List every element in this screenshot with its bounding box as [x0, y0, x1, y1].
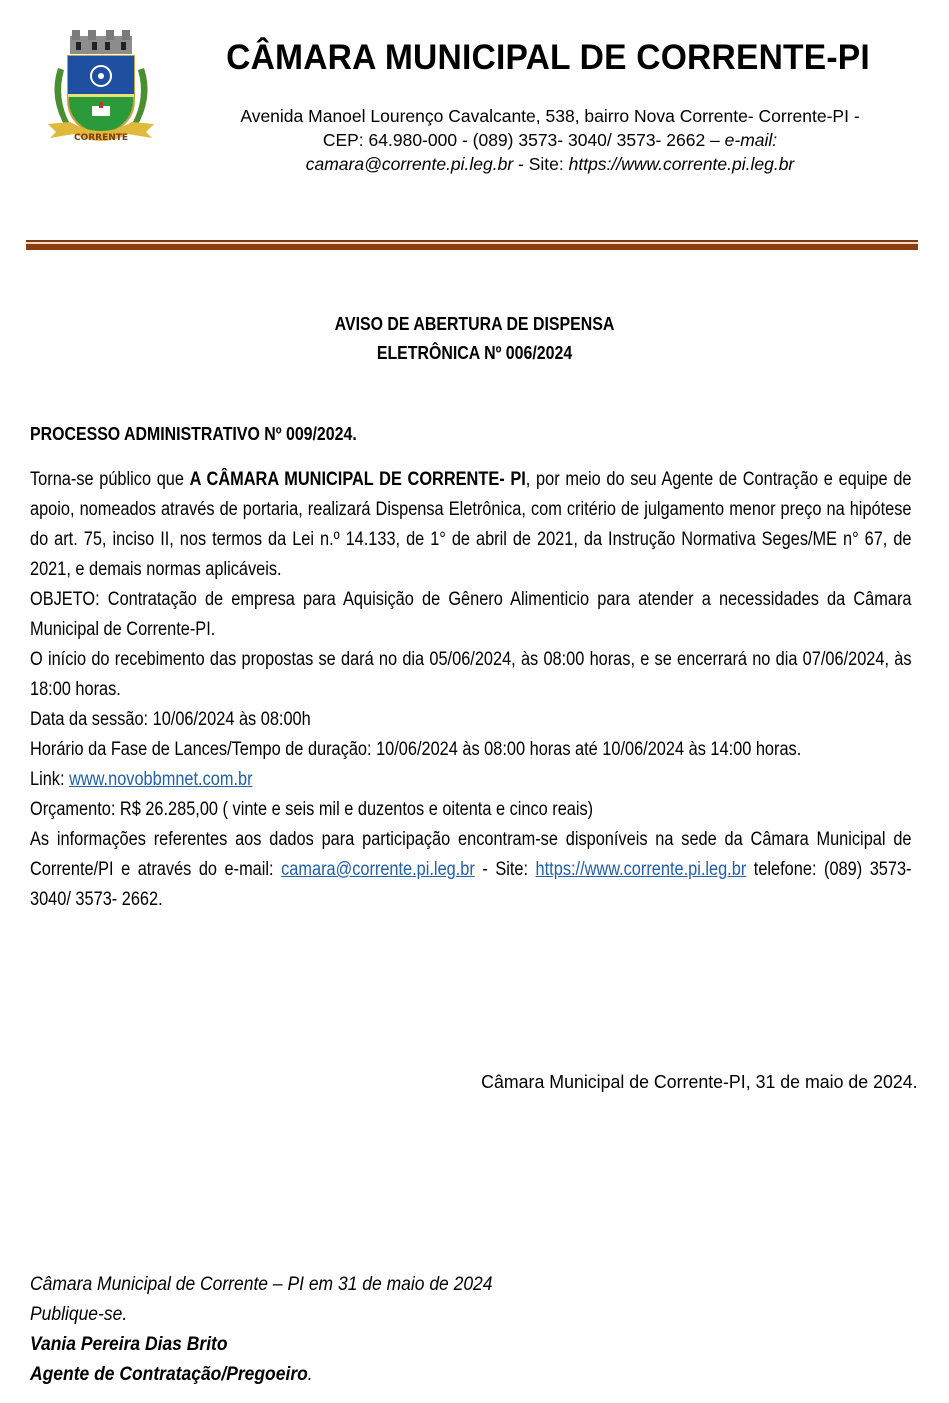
closing-line-1: Câmara Municipal de Corrente – PI em 31 de maio de 2024: [30, 1274, 493, 1295]
intro-paragraph: [30, 465, 912, 585]
signer-name: Vania Pereira Dias Brito: [30, 1334, 228, 1355]
coat-of-arms-logo: [40, 28, 162, 150]
notice-title: [0, 309, 949, 367]
address-line-3: [172, 152, 928, 176]
header-email: camara@corrente.pi.leg.br: [305, 154, 514, 174]
info-paragraph: [30, 825, 912, 915]
closing-block: [30, 1270, 493, 1390]
address-cep-phone: CEP: 64.980-000 - (089) 3573- 3040/ 3573- 2662 –: [322, 130, 725, 150]
logo-text: CORRENTE: [73, 133, 129, 143]
site-link[interactable]: https://www.corrente.pi.leg.br: [535, 859, 747, 880]
sessao-paragraph: Data da sessão: 10/06/2024 às 08:00h: [30, 709, 311, 730]
email-label: e-mail:: [724, 130, 778, 150]
place-date: Câmara Municipal de Corrente-PI, 31 de maio de 2024.: [481, 1071, 918, 1092]
info-site-label: - Site:: [474, 859, 536, 880]
closing-line-2: Publique-se.: [30, 1304, 128, 1325]
signer-role-period: .: [307, 1364, 313, 1385]
institution-title: CÂMARA MUNICIPAL DE CORRENTE-PI: [226, 38, 870, 77]
info-phone: telefone: (089) 3573- 3040/ 3573- 2662.: [30, 859, 912, 910]
bbmnet-link[interactable]: www.novobbmnet.com.br: [69, 769, 253, 790]
intro-text: Torna-se público que: [30, 469, 190, 490]
signer-role: Agente de Contratação/Pregoeiro: [30, 1364, 308, 1385]
header-divider-thick: [26, 244, 918, 250]
orcamento-paragraph: Orçamento: R$ 26.285,00 ( vinte e seis mil e duzentos e oitenta e cinco reais): [30, 799, 594, 820]
process-number: PROCESSO ADMINISTRATIVO Nº 009/2024.: [30, 423, 357, 444]
address-line-2: [172, 128, 928, 152]
intro-institution: A CÂMARA MUNICIPAL DE CORRENTE- PI: [189, 469, 526, 490]
recebimento-paragraph: O início do recebimento das propostas se dará no dia 05/06/2024, às 08:00 horas, e se encerrará no dia 07/06/2024, às 18:00 horas.: [30, 649, 912, 700]
info-text: As informações referentes aos dados para participação encontram-se disponíveis na sede da Câmara Municipal de Corrente/PI e através do e-mail:: [30, 829, 912, 880]
signer-role-line: [30, 1360, 493, 1390]
objeto-paragraph: OBJETO: Contratação de empresa para Aquisição de Gênero Alimenticio para atender a necessidades da Câmara Municipal de Corrente-PI.: [30, 589, 912, 640]
institution-address: [172, 104, 928, 176]
notice-title-line-2: ELETRÔNICA Nº 006/2024: [376, 342, 573, 363]
notice-title-line-1: AVISO DE ABERTURA DE DISPENSA: [334, 313, 615, 334]
intro-text-rest: , por meio do seu Agente de Contração e equipe de apoio, nomeados através de portaria, realizará Dispensa Eletrônica, com critério de julgamento menor preço na hipótese do art. 75, inciso II, nos termos da Lei n.º 14.133, de 1° de abril de 2021, da Instrução Normativa Seges/ME n° 67, de 2021, e demais normas aplicáveis.: [30, 469, 912, 580]
link-paragraph: [30, 765, 912, 795]
notice-body: [30, 465, 912, 915]
link-label: Link:: [30, 769, 70, 790]
address-line-1: Avenida Manoel Lourenço Cavalcante, 538, bairro Nova Corrente- Corrente-PI -: [240, 106, 860, 126]
email-link[interactable]: camara@corrente.pi.leg.br: [281, 859, 475, 880]
header-site: https://www.corrente.pi.leg.br: [568, 154, 795, 174]
coat-of-arms-icon: [40, 28, 162, 150]
site-label: - Site:: [513, 154, 569, 174]
lances-paragraph: Horário da Fase de Lances/Tempo de duração: 10/06/2024 às 08:00 horas até 10/06/2024 às 14:00 horas.: [30, 739, 802, 760]
